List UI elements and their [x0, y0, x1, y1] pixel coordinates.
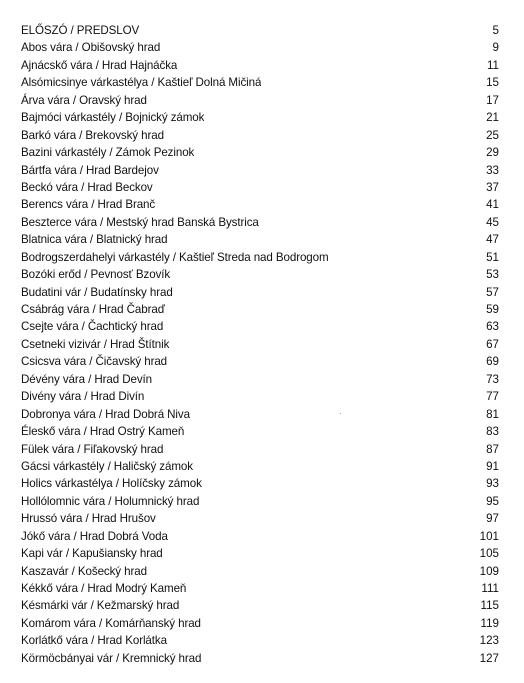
toc-entry-page-number: 45 — [486, 215, 499, 229]
toc-entry-title: Csetneki vizivár / Hrad Štítnik — [21, 337, 170, 351]
toc-entry — [21, 39, 499, 56]
toc-entry — [21, 545, 499, 562]
toc-entry-page-number: 67 — [486, 337, 499, 351]
toc-entry-title: Bártfa vára / Hrad Bardejov — [21, 163, 159, 177]
toc-entry-page-number: 59 — [486, 303, 499, 316]
toc-entry-page-number: 101 — [479, 529, 499, 543]
toc-entry-title: Bajmóci várkastély / Bojnický zámok — [21, 111, 205, 125]
toc-entry-page-number: 37 — [486, 180, 499, 194]
toc-entry-title: Barkó vára / Brekovský hrad — [21, 128, 164, 142]
toc-entry-page-number: 81 — [486, 407, 499, 421]
toc-entry-title: Divény vára / Hrad Divín — [21, 390, 145, 404]
toc-entry — [21, 144, 499, 161]
toc-entry-page-number: 63 — [486, 320, 499, 334]
table-of-contents — [21, 22, 499, 667]
toc-entry-title: Hollólomnic vára / Holumnický hrad — [21, 494, 200, 508]
toc-entry-page-number: 73 — [486, 372, 499, 386]
toc-entry-title: Bodrogszerdahelyi várkastély / Kaštieľ Streda nad Bodrogom — [21, 250, 329, 264]
toc-entry-page-number: 93 — [486, 477, 499, 491]
toc-entry — [21, 22, 499, 39]
toc-entry — [21, 336, 499, 353]
toc-entry-title: Kékkő vára / Hrad Modrý Kameň — [21, 582, 187, 595]
toc-entry-title: Fülek vára / Fiľakovský hrad — [21, 442, 164, 456]
toc-entry — [21, 92, 499, 109]
toc-entry — [21, 423, 499, 440]
toc-entry-page-number: 91 — [486, 459, 499, 473]
toc-entry — [21, 563, 499, 580]
toc-entry-title: Árva vára / Oravský hrad — [21, 93, 147, 107]
toc-entry — [21, 510, 499, 527]
toc-entry — [21, 231, 499, 248]
toc-entry — [21, 179, 499, 196]
toc-entry-title: Gácsi várkastély / Haličský zámok — [21, 459, 193, 473]
toc-entry-page-number: 51 — [486, 250, 499, 264]
toc-entry-page-number: 109 — [479, 564, 499, 578]
toc-entry-title: Hrussó vára / Hrad Hrušov — [21, 512, 156, 526]
toc-entry — [21, 214, 499, 231]
toc-entry — [21, 162, 499, 179]
toc-entry-title: Holics várkastélya / Holíčsky zámok — [21, 477, 202, 491]
toc-entry-page-number: 97 — [486, 512, 499, 526]
toc-entry-page-number: 105 — [479, 547, 499, 561]
toc-entry-title: Jókő vára / Hrad Dobrá Voda — [21, 529, 168, 543]
toc-entry — [21, 580, 499, 597]
toc-entry-page-number: 47 — [486, 233, 499, 247]
toc-entry-page-number: 53 — [486, 268, 499, 282]
toc-entry-page-number: 15 — [486, 76, 499, 90]
toc-entry-title: Késmárki vár / Kežmarský hrad — [21, 599, 180, 613]
toc-entry — [21, 196, 499, 213]
toc-entry-title: Beckó vára / Hrad Beckov — [21, 180, 153, 194]
toc-entry-title: Csejte vára / Čachtický hrad — [21, 320, 164, 334]
toc-entry-page-number: 21 — [486, 111, 499, 125]
toc-entry-page-number: 95 — [486, 494, 499, 508]
toc-entry-page-number: 5 — [492, 24, 499, 37]
toc-entry — [21, 74, 499, 91]
toc-entry-page-number: 115 — [480, 599, 499, 613]
toc-entry — [21, 441, 499, 458]
toc-entry-page-number: 119 — [480, 616, 499, 630]
toc-entry — [21, 388, 499, 405]
toc-entry — [21, 371, 499, 388]
toc-entry-title: Csicsva vára / Čičavský hrad — [21, 355, 168, 369]
toc-entry-title: Komárom vára / Komárňanský hrad — [21, 616, 201, 630]
toc-entry — [21, 353, 499, 370]
toc-entry-title: Dévény vára / Hrad Devín — [21, 372, 152, 386]
toc-entry — [21, 632, 499, 649]
toc-entry — [21, 57, 499, 74]
toc-entry-page-number: 123 — [479, 634, 499, 648]
toc-entry-title: Dobronya vára / Hrad Dobrá Niva — [21, 407, 190, 421]
toc-entry — [21, 266, 499, 283]
toc-entry-title: Éleskő vára / Hrad Ostrý Kameň — [21, 425, 185, 439]
toc-entry — [21, 284, 499, 301]
toc-entry-page-number: 11 — [486, 58, 499, 72]
toc-entry-page-number: 41 — [486, 198, 499, 212]
toc-entry-title: Kaszavár / Košecký hrad — [21, 564, 147, 578]
toc-entry-page-number: 83 — [486, 425, 499, 439]
toc-entry-title: Budatini vár / Budatínsky hrad — [21, 285, 173, 299]
toc-entry-title: Abos vára / Obišovský hrad — [21, 41, 161, 55]
toc-entry-title: ELŐSZÓ / PREDSLOV — [21, 24, 140, 37]
toc-entry — [21, 528, 499, 545]
toc-entry — [21, 249, 499, 266]
toc-entry — [21, 475, 499, 492]
toc-entry-title: Kapi vár / Kapušiansky hrad — [21, 547, 163, 561]
toc-entry-page-number: 9 — [492, 41, 499, 55]
toc-entry-title: Blatnica vára / Blatnický hrad — [21, 233, 168, 247]
toc-entry-page-number: 69 — [486, 355, 499, 369]
toc-entry-page-number: 29 — [486, 146, 499, 160]
toc-entry — [21, 493, 499, 510]
toc-entry-page-number: 111 — [481, 582, 499, 595]
toc-entry — [21, 301, 499, 318]
toc-entry — [21, 597, 499, 614]
toc-entry-title: Csábrág vára / Hrad Čabraď — [21, 303, 165, 316]
toc-entry-page-number: 25 — [486, 128, 499, 142]
toc-entry — [21, 127, 499, 144]
toc-entry — [21, 615, 499, 632]
toc-entry — [21, 406, 499, 423]
toc-entry — [21, 650, 499, 667]
toc-entry-page-number: 77 — [486, 390, 499, 404]
toc-entry-page-number: 127 — [479, 651, 499, 665]
toc-entry-title: Berencs vára / Hrad Branč — [21, 198, 156, 212]
toc-entry-title: Beszterce vára / Mestský hrad Banská Bystrica — [21, 215, 259, 229]
toc-entry — [21, 318, 499, 335]
scan-speck — [340, 413, 341, 414]
toc-entry-title: Alsómicsinye várkastélya / Kaštieľ Dolná Mičiná — [21, 76, 262, 90]
toc-entry-title: Ajnácskő vára / Hrad Hajnáčka — [21, 58, 178, 72]
toc-entry-page-number: 57 — [486, 285, 499, 299]
toc-entry-title: Bazini várkastély / Zámok Pezinok — [21, 146, 195, 160]
toc-entry-page-number: 33 — [486, 163, 499, 177]
toc-entry-page-number: 87 — [486, 442, 499, 456]
toc-entry-title: Körmöcbányai vár / Kremnický hrad — [21, 651, 202, 665]
toc-entry — [21, 109, 499, 126]
toc-entry-page-number: 17 — [486, 93, 499, 107]
toc-entry-title: Bozóki erőd / Pevnosť Bzovík — [21, 268, 171, 282]
toc-entry-title: Korlátkő vára / Hrad Korlátka — [21, 634, 167, 648]
toc-entry — [21, 458, 499, 475]
